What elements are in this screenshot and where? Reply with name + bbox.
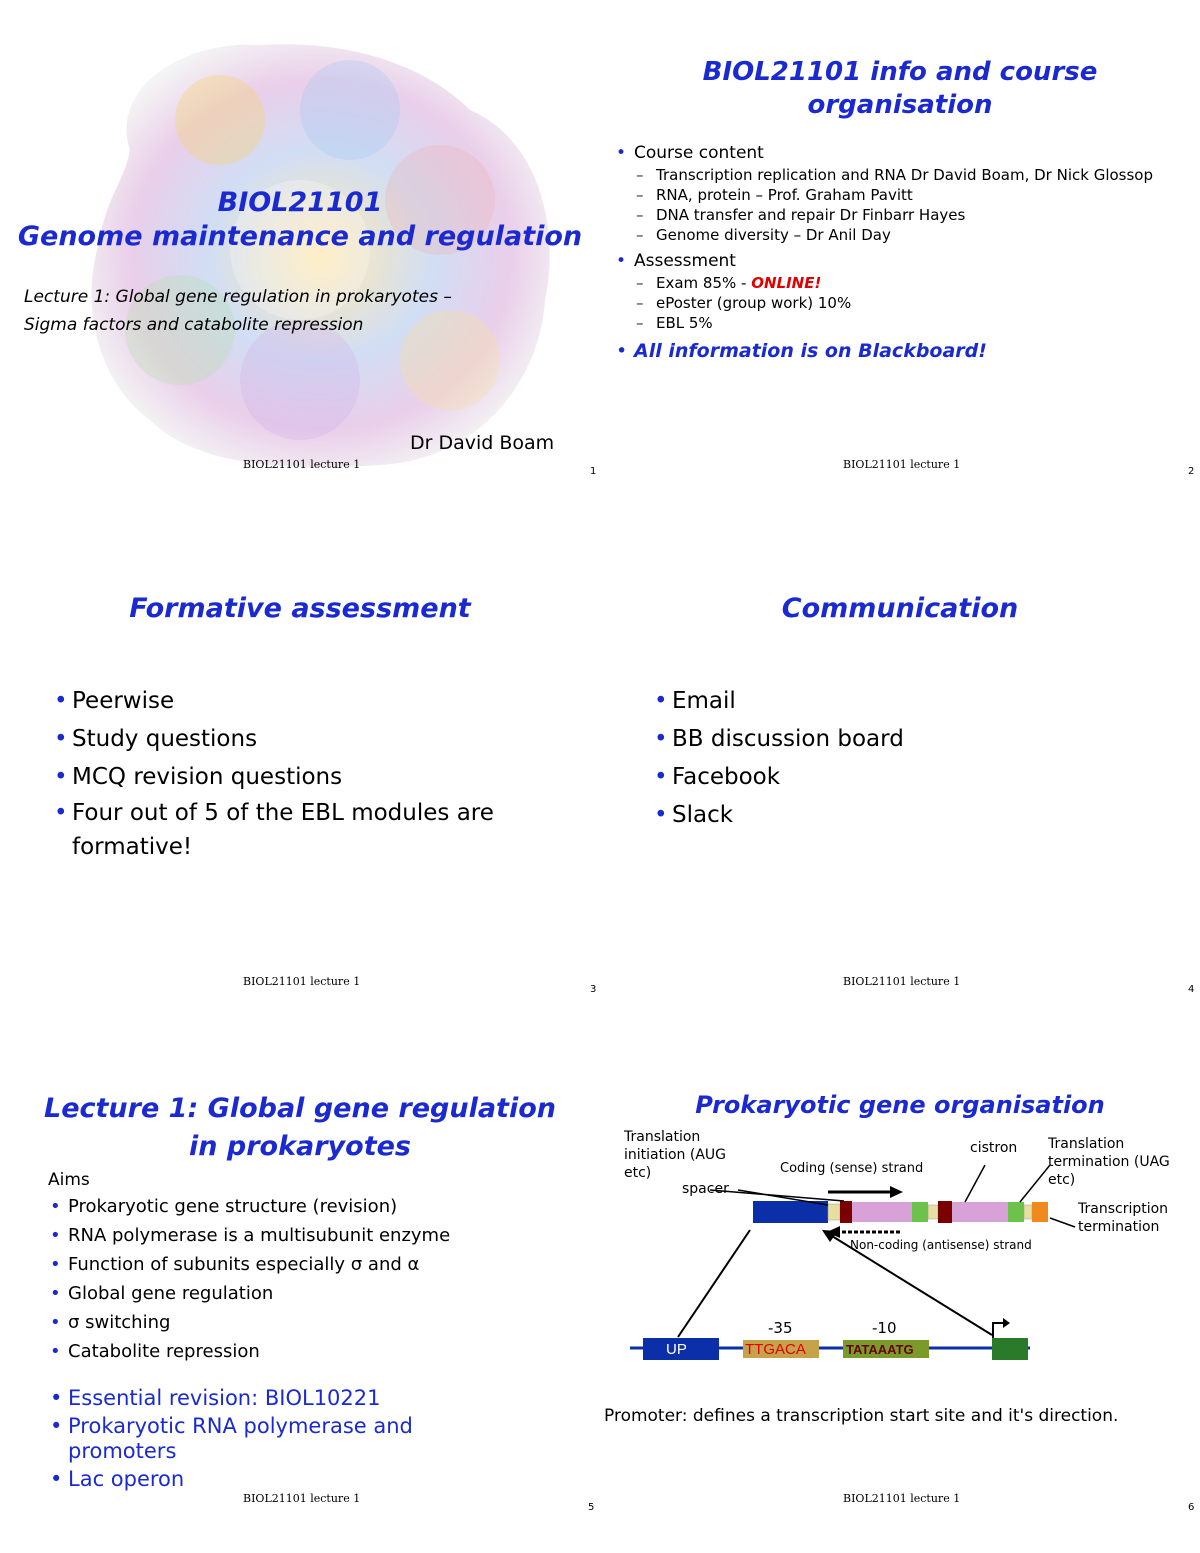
label-minus10: -10 (872, 1319, 897, 1337)
label-translation-termination: Translation termination (UAG etc) (1048, 1136, 1170, 1188)
slide5-title (0, 1090, 600, 1166)
slide4-footer: BIOL21101 lecture 1 (843, 975, 961, 988)
slide1-footer: BIOL21101 lecture 1 (243, 458, 361, 471)
label-spacer: spacer (682, 1181, 729, 1197)
slide5-aim: • Prokaryotic gene structure (revision) (46, 1192, 586, 1221)
label-cistron: cistron (970, 1140, 1018, 1156)
slide5-aim: • Function of subunits especially σ and α (46, 1250, 586, 1279)
slide3-bullet: • Four out of 5 of the EBL modules are formative! (50, 796, 570, 864)
slide5-revision-item: • Lac operon (46, 1467, 506, 1492)
slide1-title-line2: Genome maintenance and regulation (17, 220, 583, 252)
slide5-revision-list (46, 1386, 506, 1492)
label-tataaatg: TATAAATG (846, 1342, 914, 1357)
intergenic-block (928, 1205, 938, 1219)
stop1-block (912, 1202, 928, 1222)
label-up: UP (666, 1341, 687, 1358)
start2-block (938, 1201, 952, 1223)
slide2-title-line1: BIOL21101 info and course (702, 57, 1098, 87)
slide6-caption: Promoter: defines a transcription start site and it's direction. (604, 1406, 1119, 1426)
slide5-revision-item: • Prokaryotic RNA polymerase and promoters (46, 1414, 506, 1464)
slide2-sub-eposter: – ePoster (group work) 10% (634, 293, 1182, 313)
slide3-bullet: • MCQ revision questions (50, 758, 570, 796)
slide2-bullet-assessment: • Assessment – Exam 85% - ONLINE! – ePoster (group work) 10% – EBL 5% (612, 249, 1182, 333)
slide1-page-number: 1 (590, 466, 597, 477)
slide2-footer: BIOL21101 lecture 1 (843, 458, 961, 471)
label-translation-initiation-text: Translation initiation (AUG etc) (624, 1129, 727, 1181)
slide3-bullet-list (50, 682, 570, 864)
projection-arrowhead (822, 1230, 838, 1242)
slide6-footer: BIOL21101 lecture 1 (843, 1492, 961, 1505)
slide4-page-number: 4 (1188, 984, 1195, 995)
slide1-title (0, 186, 600, 254)
slide-3 (0, 520, 600, 1020)
slide2-sub-item: – Genome diversity – Dr Anil Day (634, 225, 1182, 245)
start-site-gene-block (992, 1338, 1028, 1360)
slide4-bullet: • Facebook (650, 758, 1170, 796)
label-minus35: -35 (768, 1319, 793, 1337)
cistron1-block (852, 1202, 912, 1222)
slide3-page-number: 3 (590, 984, 597, 995)
slide2-bullet-course-content: • Course content – Transcription replication and RNA Dr David Boam, Dr Nick Glossop – RNA, protein – Prof. Graham Pavitt – DNA transfer and repair Dr Finbarr Hayes – Genome diversity – Dr Anil Day (612, 141, 1182, 245)
slide1-subtitle-line1: Lecture 1: Global gene regulation in prokaryotes – (24, 287, 452, 307)
slide5-aim: • Catabolite repression (46, 1337, 586, 1366)
slide1-subtitle-line2: Sigma factors and catabolite repression (24, 315, 364, 335)
slide2-sub-item: – RNA, protein – Prof. Graham Pavitt (634, 185, 1182, 205)
slide2-assessment-sublist (634, 273, 1182, 333)
slide6-title: Prokaryotic gene organisation (695, 1091, 1105, 1119)
terminator-block (1032, 1202, 1048, 1222)
slide-5 (0, 1040, 600, 1540)
slide-4 (600, 520, 1200, 1020)
slide4-bullet: • Email (650, 682, 1170, 720)
label-coding-strand: Coding (sense) strand (780, 1161, 924, 1176)
slide3-footer: BIOL21101 lecture 1 (243, 975, 361, 988)
stop2-block (1008, 1202, 1024, 1222)
label-transcription-termination: Transcription termination (1078, 1201, 1169, 1235)
label-ttgaca: TTGACA (745, 1341, 806, 1358)
slide3-bullet: • Study questions (50, 720, 570, 758)
online-badge: ONLINE! (751, 274, 822, 292)
slide2-bullet-list (612, 141, 1182, 365)
slide2-bullet-blackboard: • All information is on Blackboard! (612, 337, 1182, 365)
slide2-sub-exam: – Exam 85% - ONLINE! (634, 273, 1182, 293)
coding-strand-arrow (890, 1186, 903, 1198)
slide6-page-number: 6 (1188, 1502, 1195, 1513)
slide3-title: Formative assessment (129, 593, 471, 624)
slide2-course-content-sublist (634, 165, 1182, 245)
slide2-title (600, 56, 1200, 121)
spacer-block (828, 1204, 840, 1220)
cistron2-block (952, 1202, 1008, 1222)
slide3-bullet: • Peerwise (50, 682, 570, 720)
slide5-page-number: 5 (588, 1502, 595, 1513)
transcription-start-arrow (993, 1323, 1004, 1338)
slide-2 (600, 0, 1200, 500)
slide4-bullet: • Slack (650, 796, 1170, 834)
slide-6 (600, 1040, 1200, 1540)
slide5-aim: • σ switching (46, 1308, 586, 1337)
slide2-title-line2: organisation (807, 89, 993, 120)
slide1-subtitle (24, 283, 584, 339)
slide2-page-number: 2 (1188, 466, 1195, 477)
linker-block (1024, 1205, 1032, 1219)
slide5-title-line1: Lecture 1: Global gene regulation (44, 1093, 556, 1124)
slide5-aims-list (46, 1192, 586, 1366)
slide5-title-line2: in prokaryotes (189, 1131, 411, 1162)
slide2-sub-item: – Transcription replication and RNA Dr David Boam, Dr Nick Glossop (634, 165, 1182, 185)
slide4-bullet: • BB discussion board (650, 720, 1170, 758)
slide2-sub-ebl: – EBL 5% (634, 313, 1182, 333)
slide-1 (0, 0, 600, 500)
slide4-title: Communication (781, 593, 1019, 624)
gene-upstream-block (753, 1201, 828, 1223)
slide1-title-line1: BIOL21101 (217, 187, 383, 218)
slide1-author: Dr David Boam (410, 432, 555, 454)
start-codon-block (840, 1201, 852, 1223)
slide4-bullet-list (650, 682, 1170, 834)
slide5-aim: • RNA polymerase is a multisubunit enzyme (46, 1221, 586, 1250)
slide5-aim: • Global gene regulation (46, 1279, 586, 1308)
label-noncoding-strand: Non-coding (antisense) strand (850, 1238, 1032, 1252)
slide5-footer: BIOL21101 lecture 1 (243, 1492, 361, 1505)
slide5-revision-item: • Essential revision: BIOL10221 (46, 1386, 506, 1411)
slide5-aims-label: Aims (48, 1170, 90, 1190)
slide2-sub-item: – DNA transfer and repair Dr Finbarr Hayes (634, 205, 1182, 225)
